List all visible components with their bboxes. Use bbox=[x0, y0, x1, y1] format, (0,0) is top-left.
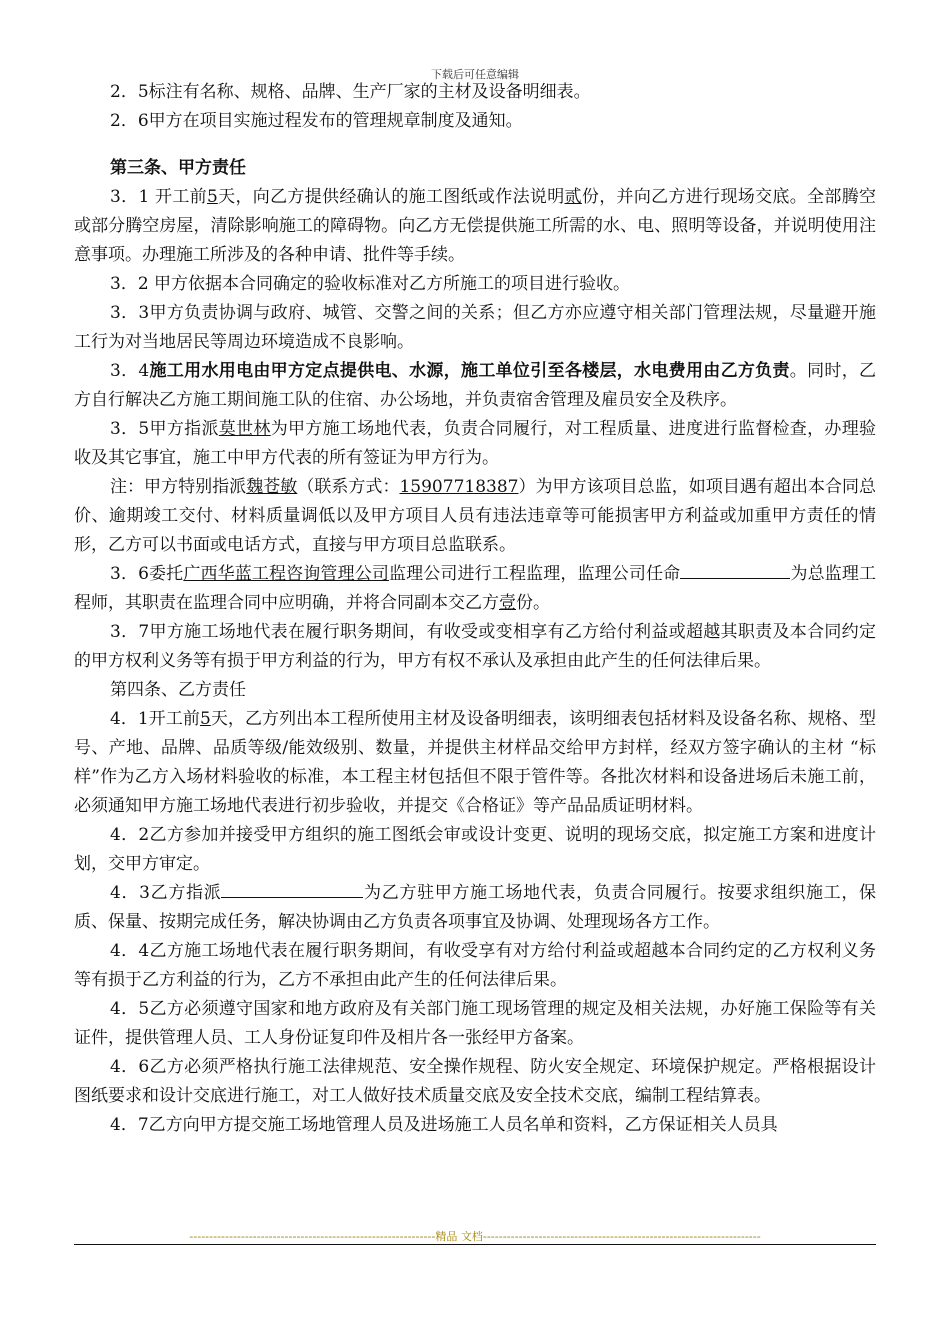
clause-4-1-days: 5 bbox=[199, 709, 211, 729]
clause-3-6-company: 广西华蓝工程咨询管理公司 bbox=[183, 564, 389, 584]
clause-3-4-text: 。同时，乙方自行解决乙方施工期间施工队的住宿、办公场地，并负责宿舍管理及雇员安全及秩序。 bbox=[74, 361, 877, 410]
clause-note bbox=[74, 473, 876, 560]
clause-3-6-copies: 壹 bbox=[499, 593, 516, 613]
clause-3-5-text-a: 3．5甲方指派 bbox=[110, 419, 219, 439]
page-header-watermark: 下载后可任意编辑 bbox=[431, 68, 519, 81]
clause-3-5-text-b: 为甲方施工场地代表，负责合同履行，对工程质量、进度进行监督检查，办理验收及其它事宜，施工中甲方代表的所有签证为甲方行为。 bbox=[74, 419, 877, 468]
note-text-a: 注：甲方特别指派 bbox=[110, 477, 247, 497]
clause-4-3 bbox=[74, 879, 876, 937]
clause-3-1-text-c: 份，并向乙方进行现场交底。全部腾空或部分腾空房屋，清除影响施工的障碍物。向乙方无偿提供施工所需的水、电、照明等设备，并说明使用注意事项。办理施工所涉及的各种申请、批件等手续。 bbox=[74, 187, 877, 265]
clause-3-6-engineer-blank bbox=[680, 561, 790, 579]
clause-4-5: 4．5乙方必须遵守国家和地方政府及有关部门施工现场管理的规定及相关法规，办好施工保险等有关证件，提供管理人员、工人身份证复印件及相片各一张经甲方备案。 bbox=[74, 999, 876, 1048]
clause-3-6-text-b: 监理公司进行工程监理，监理公司任命 bbox=[388, 564, 681, 584]
note-phone: 15907718387 bbox=[399, 477, 519, 497]
note-text-c: ）为甲方该项目总监，如项目遇有超出本合同总价、逾期竣工交付、材料质量调低以及甲方项目人员有违法违章等可能损害甲方利益或加重甲方责任的情形，乙方可以书面或电话方式，直接与甲方项目总监联系。 bbox=[74, 477, 877, 555]
clause-3-2: 3．2 甲方依据本合同确定的验收标准对乙方所施工的项目进行验收。 bbox=[110, 274, 631, 294]
clause-3-1-copies: 贰 bbox=[564, 187, 582, 207]
clause-3-1-days: 5 bbox=[206, 187, 218, 207]
clause-2-6: 2．6甲方在项目实施过程发布的管理规章制度及通知。 bbox=[110, 111, 523, 131]
clause-3-1 bbox=[74, 183, 876, 270]
clause-2-5: 2．5标注有名称、规格、品牌、生产厂家的主材及设备明细表。 bbox=[110, 82, 591, 102]
footer-banner: --------------------------------------------------------------精品 文档---------------------------------------------------------------------- bbox=[189, 1230, 761, 1243]
note-director-name: 魏苍敏 bbox=[246, 477, 298, 497]
clause-3-1-text-b: 天，向乙方提供经确认的施工图纸或作法说明 bbox=[217, 187, 565, 207]
clause-4-3-representative-blank bbox=[221, 880, 363, 898]
clause-4-3-text-b: 为乙方驻甲方施工场地代表，负责合同履行。按要求组织施工，保质、保量、按期完成任务，解决协调由乙方负责各项事宜及协调、处理现场各方工作。 bbox=[74, 883, 876, 932]
footer-rule bbox=[74, 1244, 876, 1245]
article-3-title: 第三条、甲方责任 bbox=[110, 158, 246, 178]
note-text-b: （联系方式： bbox=[297, 477, 400, 497]
clause-3-3: 3．3甲方负责协调与政府、城管、交警之间的关系；但乙方亦应遵守相关部门管理法规，尽量避开施工行为对当地居民等周边环境造成不良影响。 bbox=[74, 303, 876, 352]
clause-3-7: 3．7甲方施工场地代表在履行职务期间，有收受或变相享有乙方给付利益或超越其职责及本合同约定的甲方权利义务等有损于甲方利益的行为，甲方有权不承认及承担由此产生的任何法律后果。 bbox=[74, 622, 876, 671]
clause-3-4-number: 3．4 bbox=[110, 361, 150, 381]
clause-3-4-bold-text: 施工用水用电由甲方定点提供电、水源，施工单位引至各楼层，水电费用由乙方负责 bbox=[149, 361, 790, 381]
clause-4-1-text-b: 天，乙方列出本工程所使用主材及设备明细表，该明细表包括材料及设备名称、规格、型号、产地、品牌、品质等级/能效级别、数量，并提供主材样品交给甲方封样，经双方签字确认的主材 “标样”作为乙方入场材料验收的标准，本工程主材包括但不限于管件等。各批次材料和设备进场后未施工前，必须通知甲方施工场地代表进行初步验收，并提交《合格证》等产品品质证明材料。 bbox=[74, 709, 877, 816]
clause-3-1-text-a: 3．1 开工前 bbox=[110, 187, 207, 207]
clause-3-4 bbox=[74, 357, 876, 415]
clause-3-6 bbox=[74, 560, 876, 618]
clause-3-6-text-a: 3．6委托 bbox=[110, 564, 184, 584]
clause-4-1-text-a: 4．1开工前 bbox=[110, 709, 200, 729]
clause-4-2: 4．2乙方参加并接受甲方组织的施工图纸会审或设计变更、说明的现场交底，拟定施工方案和进度计划，交甲方审定。 bbox=[74, 825, 876, 874]
clause-3-5-representative: 莫世林 bbox=[218, 419, 271, 439]
clause-4-7: 4．7乙方向甲方提交施工场地管理人员及进场施工人员名单和资料，乙方保证相关人员具 bbox=[110, 1115, 778, 1135]
clause-4-4: 4．4乙方施工场地代表在履行职务期间，有收受享有对方给付利益或超越本合同约定的乙方权利义务等有损于乙方利益的行为，乙方不承担由此产生的任何法律后果。 bbox=[74, 941, 876, 990]
clause-4-3-text-a: 4．3乙方指派 bbox=[110, 883, 222, 903]
clause-4-6: 4．6乙方必须严格执行施工法律规范、安全操作规程、防火安全规定、环境保护规定。严格根据设计图纸要求和设计交底进行施工，对工人做好技术质量交底及安全技术交底，编制工程结算表。 bbox=[74, 1057, 876, 1106]
document-body bbox=[74, 78, 876, 1140]
clause-4-1 bbox=[74, 705, 876, 821]
clause-3-6-text-d: 份。 bbox=[516, 593, 550, 613]
article-4-title: 第四条、乙方责任 bbox=[110, 680, 246, 700]
clause-3-6-text-c: 为总监理工程师，其职责在监理合同中应明确，并将合同副本交乙方 bbox=[74, 564, 877, 613]
clause-3-5 bbox=[74, 415, 876, 473]
